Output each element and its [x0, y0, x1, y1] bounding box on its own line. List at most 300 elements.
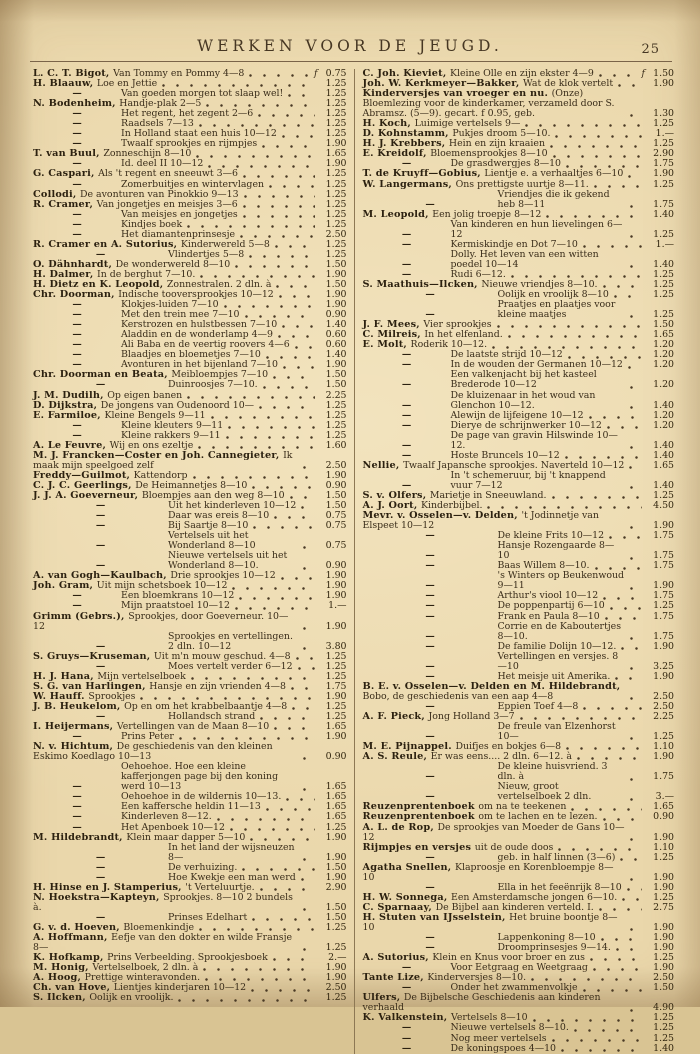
entry-author: H. Blaauw,: [33, 78, 97, 90]
entry-title: Bloemenkindje: [123, 921, 195, 933]
entry-title: Bloempjes aan den weg 8—10: [141, 489, 285, 501]
entry-title: De poppenpartij 6—10: [497, 600, 605, 612]
dot-leader: [603, 597, 642, 600]
entry-author: M. Honig,: [33, 962, 93, 974]
dot-leader: [508, 335, 642, 338]
entry-title: Nog meer vertelsels: [450, 1032, 547, 1044]
entry-title: Wat de klok vertelt: [523, 78, 614, 90]
entry-title: De Bijbelsche Geschiedenis aan kinderen verhaald: [362, 992, 601, 1014]
dot-leader: [630, 406, 642, 409]
entry-price: 1.75: [653, 530, 674, 542]
entry-author: B. E. v. Osselen—v. Delden en M. Hildebrandt,: [362, 680, 621, 692]
entry-title: Het meisje uit Amerika.: [497, 670, 611, 682]
dot-leader: [566, 747, 642, 750]
entry-price: 1.65: [325, 721, 347, 733]
entry-title: Op en om het krabbelbaantje 4—8: [124, 700, 288, 712]
ditto-dash: —: [401, 419, 412, 431]
catalog-entry: [363, 571, 675, 591]
entry-title: Aladdin en de wonderlamp 4—9: [121, 329, 273, 341]
entry-author: C. Joh. Kieviet,: [362, 68, 450, 79]
dot-leader: [565, 456, 642, 459]
entry-title: De familie Dolijn 10—12.: [497, 640, 617, 652]
entry-title: Alewijn de lijfeigene 10—12: [450, 409, 584, 421]
ditto-dash: —: [72, 359, 82, 371]
dot-leader: [628, 175, 642, 178]
florin-sign: f: [314, 68, 318, 79]
dot-leader: [599, 908, 642, 911]
entry-price: 1.40: [653, 439, 674, 451]
dot-leader: [630, 587, 642, 590]
entry-price: 1.25: [653, 1022, 674, 1034]
entry-price: 1.25: [325, 660, 347, 672]
entry-price: 1.90: [325, 138, 347, 150]
dot-leader: [282, 135, 315, 138]
entry-title: Arthur's viool 10—12: [497, 590, 599, 602]
entry-author: A. Hoffmann,: [33, 932, 112, 944]
entry-price: 1.25: [325, 118, 347, 130]
ditto-dash: —: [95, 851, 106, 863]
entry-title: De avonturen van Pinokkio 9—13: [80, 188, 239, 200]
entry-price: 1.20: [653, 379, 674, 391]
entry-title: Nieuw, groot vertelselboek 2 dln.: [497, 781, 592, 803]
entry-price: 1.25: [325, 188, 347, 200]
entry-title: In het elfenland.: [424, 329, 503, 341]
entry-author: Mevr. v. Osselen—v. Delden,: [362, 510, 522, 522]
catalog-entry: [33, 612, 347, 632]
entry-price: 1.50: [325, 861, 347, 873]
entry-author: Joh. W. Kerkmeyer—Bakker,: [362, 78, 524, 90]
entry-author: M. Leopold,: [362, 208, 433, 220]
entry-author: O. Dähnhardt,: [33, 258, 116, 270]
entry-text: [498, 541, 626, 561]
entry-text: [363, 89, 626, 119]
entry-title: Kleine rakkers 9—11: [121, 429, 221, 441]
catalog-entry: [363, 863, 675, 883]
dot-leader: [609, 536, 642, 539]
catalog-columns: [33, 69, 674, 1054]
catalog-entry: [363, 622, 675, 642]
dot-leader: [179, 737, 315, 740]
entry-title: Op eigen banen: [107, 389, 183, 401]
dot-leader: [290, 496, 315, 499]
entry-price: 1.25: [325, 409, 347, 421]
entry-title: Prins Verbeelding. Sprookjesboek: [107, 952, 268, 964]
entry-title: Twaalf Japansche sprookjes. Naverteld 10—12: [403, 459, 625, 471]
dot-leader: [303, 757, 315, 760]
dot-leader: [605, 617, 642, 620]
entry-title: Zomerbuitjes en wintervlagen: [121, 178, 265, 190]
ditto-dash: —: [425, 660, 435, 672]
dot-leader: [630, 526, 642, 529]
entry-author: Kinderversjes van vroeger en nu.: [362, 88, 552, 100]
entry-title: Hoste Bruncels 10—12: [450, 449, 560, 461]
entry-text: [33, 933, 298, 953]
entry-author: C. Milreis,: [362, 329, 425, 341]
dot-leader: [240, 235, 314, 238]
ditto-dash: —: [401, 399, 412, 411]
dot-leader: [260, 888, 315, 891]
entry-title: De kleine huisvriend. 3 dln. à: [497, 761, 608, 783]
entry-author: G. Caspari,: [33, 168, 99, 180]
entry-price: 1.25: [325, 670, 347, 682]
entry-author: E. Kreidolf,: [362, 148, 431, 160]
catalog-entry: [363, 370, 675, 390]
ditto-dash: —: [425, 560, 435, 572]
dot-leader: [200, 275, 314, 278]
dot-leader: [243, 205, 315, 208]
dot-leader: [487, 506, 642, 509]
dot-leader: [583, 707, 642, 710]
entry-price: 1.75: [653, 560, 674, 572]
entry-title: Jong Holland 3—7: [428, 711, 515, 722]
dot-leader: [228, 426, 314, 429]
entry-price: 1.90: [325, 831, 347, 843]
entry-author: Freddy—Guilmot,: [33, 469, 134, 481]
entry-title: Lientjes kinderjaren 10—12: [113, 982, 247, 994]
entry-price: 1.25: [325, 419, 347, 431]
dot-leader: [630, 798, 642, 801]
entry-price: 1.25: [325, 248, 347, 260]
entry-text: [363, 863, 626, 883]
entry-price: 1.90: [653, 962, 674, 974]
entry-title: Dolly. Het leven van een witten poedel 10—14: [450, 248, 599, 270]
entry-author: Ch. van Hove,: [33, 982, 114, 994]
entry-title: De verhuizing.: [168, 861, 238, 873]
entry-text: [451, 471, 626, 491]
dot-leader: [630, 446, 642, 449]
dot-leader: [630, 386, 642, 389]
dot-leader: [303, 567, 315, 570]
entry-author: R. Cramer,: [33, 198, 97, 210]
entry-price: 1.90: [653, 751, 674, 763]
entry-title: Vertelsels uit het Wonderland 8—10: [168, 530, 256, 552]
ditto-dash: —: [72, 429, 82, 441]
ditto-dash: —: [401, 258, 412, 270]
entry-title: Handje-plak 2—5: [119, 98, 202, 110]
dot-leader: [253, 526, 314, 529]
entry-title: Een jolig troepje 8—12: [432, 208, 542, 220]
entry-price: 1.25: [325, 128, 347, 140]
entry-title: Kinderleven 8—12.: [121, 811, 212, 823]
dot-leader: [595, 567, 643, 570]
entry-title: Vertelselboek, 2 dln. à: [92, 962, 199, 974]
dot-leader: [301, 506, 314, 509]
entry-price: 1.90: [653, 640, 674, 652]
dot-leader: [260, 717, 314, 720]
entry-price: 1.90: [325, 620, 347, 632]
dot-leader: [242, 868, 314, 871]
entry-title: Mijn vertelselboek: [97, 670, 186, 682]
dot-leader: [630, 486, 642, 489]
ditto-dash: —: [425, 309, 435, 321]
entry-price: 1.65: [653, 801, 674, 813]
entry-title: Twaalf sprookjes en rijmpjes: [121, 138, 258, 150]
catalog-entry: [363, 782, 675, 802]
entry-title: Van Tommy en Pommy 4—8: [113, 68, 245, 79]
entry-price: 2.25: [653, 711, 674, 722]
entry-title: De grasdwergjes 8—10: [450, 158, 561, 170]
dot-leader: [295, 346, 315, 349]
entry-title: De Bijbel aan kinderen verteld. I.: [435, 901, 594, 913]
entry-title: Onder het zwammenvolkje: [450, 982, 578, 994]
ditto-dash: —: [72, 128, 82, 140]
dot-leader: [630, 697, 642, 700]
entry-price: 2.75: [653, 901, 674, 913]
catalog-entry: [363, 220, 675, 240]
dot-leader: [230, 828, 315, 831]
entry-text: [498, 190, 626, 210]
ditto-dash: —: [401, 982, 412, 994]
dot-leader: [630, 114, 642, 117]
entry-text: [363, 712, 515, 722]
catalog-entry: [363, 541, 675, 561]
catalog-entry: [363, 682, 675, 702]
entry-price: 1.90: [325, 289, 347, 301]
catalog-entry: [363, 823, 675, 843]
entry-price: 1.65: [325, 811, 347, 823]
dot-leader: [553, 155, 642, 158]
dot-leader: [298, 667, 315, 670]
dot-leader: [525, 124, 642, 127]
entry-price: 1.20: [653, 349, 674, 361]
entry-price: 1.25: [653, 289, 674, 301]
entry-title: De freule van Elzenhorst 10—: [497, 721, 616, 743]
dot-leader: [303, 627, 315, 630]
ditto-dash: —: [72, 821, 82, 833]
catalog-entry: [33, 531, 347, 551]
entry-title: In de berghut 7—10.: [97, 268, 196, 280]
dot-leader: [630, 928, 642, 931]
entry-title: Van kinderen en hun lievelingen 6—12: [450, 218, 623, 240]
dot-leader: [243, 175, 315, 178]
entry-price: 1.25: [325, 208, 347, 220]
entry-price: 1.25: [325, 168, 347, 180]
dot-leader: [610, 607, 642, 610]
entry-author: N. Bodenheim,: [33, 98, 120, 110]
dot-leader: [211, 416, 315, 419]
entry-price: 1.40: [653, 479, 674, 491]
entry-price: 1.75: [653, 771, 674, 783]
dot-leader: [618, 84, 642, 87]
catalog-entry: [363, 1044, 675, 1054]
dot-leader: [630, 1009, 642, 1012]
entry-author: K. Hofkamp,: [33, 952, 108, 964]
entry-title: Hein en zijn kraaien: [448, 138, 545, 150]
dot-leader: [620, 858, 642, 861]
entry-title: geb. in half linnen (3—6): [497, 851, 616, 863]
ditto-dash: —: [425, 771, 435, 783]
entry-title: Duifjes en bokjes 6—8: [455, 741, 562, 753]
entry-title: Ons prettigste uurtje 8—11.: [455, 178, 589, 190]
entry-price: 1.90: [325, 268, 347, 280]
entry-price: 1.90: [325, 299, 347, 311]
entry-author: M. Hildebrandt,: [33, 831, 127, 843]
entry-title: Van jongetjes en meisjes 3—6: [96, 198, 238, 210]
entry-price: 0.75: [325, 520, 347, 532]
dot-leader: [628, 366, 642, 369]
entry-title: De kluizenaar in het woud van Glenchon 10—12.: [450, 389, 596, 411]
entry-title: Hansje en zijn vrienden 4—8: [149, 680, 286, 692]
dot-leader: [568, 356, 642, 359]
entry-price: 1.—: [655, 128, 674, 140]
entry-text: [33, 612, 298, 632]
dot-leader: [251, 989, 314, 992]
dot-leader: [244, 195, 315, 198]
ditto-dash: —: [95, 640, 106, 652]
ditto-dash: —: [401, 158, 412, 170]
entry-text: [451, 370, 626, 390]
entry-price: 1.25: [653, 178, 674, 190]
entry-text: [498, 782, 626, 802]
catalog-entry: [33, 742, 347, 762]
ditto-dash: —: [72, 590, 82, 602]
entry-price: 1.25: [325, 399, 347, 411]
entry-author: Collodi,: [33, 188, 80, 200]
entry-author: H. Dalmer,: [33, 268, 98, 280]
entry-title: uit de oude doos: [474, 841, 554, 853]
entry-price: 1.25: [325, 711, 347, 722]
dot-leader: [206, 104, 314, 107]
entry-title: Corrie en de Kaboutertjes 8—10.: [497, 620, 622, 642]
entry-title: Kindjes boek: [121, 218, 183, 230]
dot-leader: [296, 657, 315, 660]
entry-price: 2.50: [325, 228, 347, 240]
entry-author: S. Ilcken,: [33, 992, 90, 1004]
entry-author: J. B. Heukelom,: [33, 700, 125, 712]
entry-price: 1.65: [325, 148, 347, 160]
entry-price: 1.50: [325, 369, 347, 381]
entry-title: De geschiedenis van den kleinen Eskimo Koedlago 10—13: [33, 741, 273, 763]
dot-leader: [252, 918, 314, 921]
entry-price: 1.65: [653, 459, 674, 471]
ditto-dash: —: [95, 379, 106, 391]
entry-text: [168, 531, 298, 551]
entry-title: De jongens van Oudenoord 10—: [100, 399, 255, 411]
dot-leader: [571, 808, 642, 811]
ditto-dash: —: [95, 660, 106, 672]
entry-title: Klein en Knus voor broer en zus: [432, 952, 585, 964]
entry-price: 2.50: [653, 972, 674, 984]
entry-text: [451, 1044, 557, 1054]
dot-leader: [531, 978, 642, 981]
entry-title: Baas Willem 8—10.: [497, 560, 590, 572]
entry-price: 1.75: [653, 610, 674, 622]
dot-leader: [574, 1029, 642, 1032]
dot-leader: [258, 114, 314, 117]
catalog-column-right: [354, 69, 675, 1054]
entry-price: 1.25: [653, 489, 674, 501]
entry-author: A. van Gogh—Kaulbach,: [33, 570, 171, 582]
entry-author: C. Sparnaay,: [362, 901, 436, 913]
entry-price: 0.90: [325, 309, 347, 321]
entry-title: Prinses Edelhart: [168, 911, 248, 923]
dot-leader: [630, 667, 642, 670]
entry-title: Met den trein mee 7—10: [121, 309, 240, 321]
entry-author: H. Koch,: [362, 118, 415, 130]
entry-price: 4.50: [653, 500, 674, 512]
entry-author: I. Heijermans,: [33, 721, 117, 733]
entry-price: 0.90: [653, 811, 674, 823]
dot-leader: [187, 225, 314, 228]
entry-title: Ella in het feeënrijk 8—10: [497, 881, 622, 893]
ditto-dash: —: [401, 1022, 412, 1034]
dot-leader: [511, 275, 642, 278]
dot-leader: [561, 1049, 642, 1052]
ditto-dash: —: [425, 670, 435, 682]
dot-leader: [630, 838, 642, 841]
entry-title: Oolijk en vroolijk 8—10: [497, 289, 609, 301]
entry-price: 1.20: [653, 359, 674, 371]
dot-leader: [303, 908, 315, 911]
entry-author: J. J. A. Goeverneur,: [33, 489, 142, 501]
entry-title: Vier sprookjes: [423, 319, 492, 331]
dot-leader: [590, 958, 642, 961]
entry-price: 1.90: [325, 962, 347, 974]
dot-leader: [274, 516, 314, 519]
dot-leader: [630, 265, 642, 268]
dot-leader: [196, 155, 314, 158]
ditto-dash: —: [72, 218, 82, 230]
entry-price: 0.60: [325, 329, 347, 341]
entry-title: Loe en Jettie: [96, 78, 158, 90]
ditto-dash: —: [95, 911, 106, 923]
entry-price: 0.75: [325, 510, 347, 522]
dot-leader: [630, 878, 642, 881]
dot-leader: [589, 416, 642, 419]
entry-author: Agatha Snellen,: [362, 861, 455, 873]
entry-price: 0.90: [325, 560, 347, 572]
entry-price: 1.90: [325, 359, 347, 371]
catalog-entry: [363, 250, 675, 270]
entry-title: Van meisjes en jongetjes: [121, 208, 238, 220]
entry-price: 1.90: [325, 580, 347, 592]
catalog-entry: [363, 993, 675, 1013]
dot-leader: [199, 928, 314, 931]
dot-leader: [630, 778, 642, 781]
entry-author: W. Hauff.: [33, 690, 89, 702]
entry-author: E. Farmiloe,: [33, 409, 105, 421]
ditto-dash: —: [72, 228, 82, 240]
entry-author: H. Hinse en J. Stamperius,: [33, 881, 186, 893]
catalog-entry: [363, 913, 675, 933]
dot-leader: [281, 577, 315, 580]
entry-price: 2.50: [653, 690, 674, 702]
catalog-entry: [363, 511, 675, 531]
entry-author: J. M. Dudilh,: [33, 389, 108, 401]
entry-price: 1.90: [325, 690, 347, 702]
catalog-entry: [33, 632, 347, 652]
dot-leader: [279, 295, 315, 298]
entry-title: De page van gravin Hilswinde 10—12.: [450, 429, 618, 451]
ditto-dash: —: [72, 419, 82, 431]
entry-title: Als 't regent en sneeuwt 3—6: [98, 168, 238, 180]
entry-title: Prettige winteravonden.: [84, 972, 201, 984]
ditto-dash: —: [425, 600, 435, 612]
entry-title: Wij en ons ezeltje: [109, 439, 194, 451]
entry-price: 1.25: [653, 309, 674, 321]
entry-price: 1.65: [325, 791, 347, 803]
dot-leader: [243, 215, 315, 218]
dot-leader: [249, 74, 309, 77]
entry-price: 4.90: [653, 1002, 674, 1014]
dot-leader: [275, 245, 315, 248]
entry-text: [168, 662, 293, 672]
entry-author: A. L. de Rop,: [362, 821, 438, 833]
dot-leader: [303, 647, 315, 650]
ditto-dash: —: [401, 238, 412, 250]
entry-author: Reuzenprentenboek: [362, 801, 479, 813]
entry-title: Nieuwe vriendjes 8—10.: [481, 278, 598, 290]
